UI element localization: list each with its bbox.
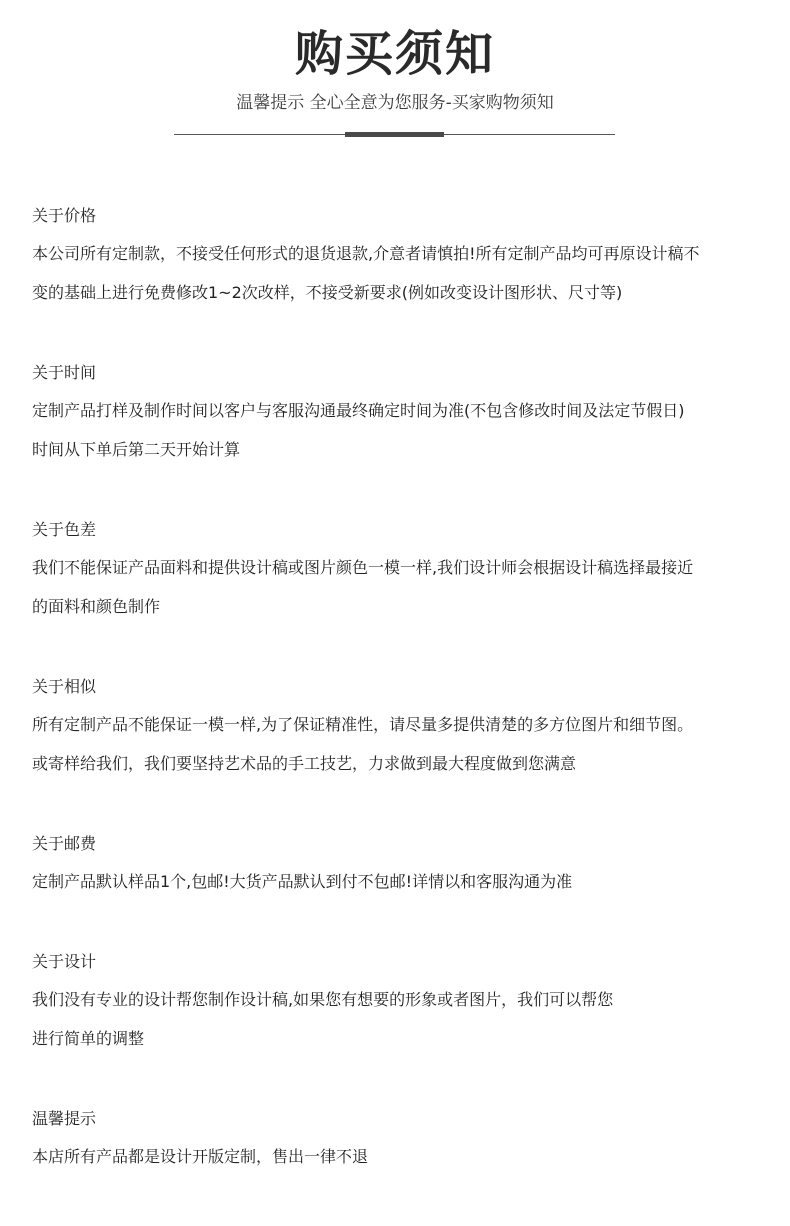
section-color-difference xyxy=(32,512,777,626)
section-text-line: 的面料和颜色制作 xyxy=(32,597,161,616)
section-design xyxy=(32,944,777,1058)
section-text-line: 进行简单的调整 xyxy=(32,1029,145,1048)
notice-content xyxy=(32,198,777,1176)
section-text-line: 或寄样给我们，我们要坚持艺术品的手工技艺，力求做到最大程度做到您满意 xyxy=(32,754,577,773)
section-text-line: 定制产品默认样品1个,包邮!大货产品默认到付不包邮!详情以和客服沟通为准 xyxy=(32,872,573,891)
section-text-line: 定制产品打样及制作时间以客户与客服沟通最终确定时间为准(不包含修改时间及法定节假日) xyxy=(32,401,685,420)
section-heading: 关于色差 xyxy=(32,520,97,539)
section-heading: 关于邮费 xyxy=(32,834,97,853)
section-shipping xyxy=(32,826,777,901)
section-text-line: 我们不能保证产品面料和提供设计稿或图片颜色一模一样,我们设计师会根据设计稿选择最接近 xyxy=(32,558,694,577)
section-text-line: 变的基础上进行免费修改1~2次改样，不接受新要求(例如改变设计图形状、尺寸等) xyxy=(32,283,623,302)
section-text-line: 本店所有产品都是设计开版定制，售出一律不退 xyxy=(32,1147,369,1166)
section-heading: 关于设计 xyxy=(32,952,97,971)
header-divider-accent xyxy=(345,132,444,137)
section-text-line: 本公司所有定制款，不接受任何形式的退货退款,介意者请慎拍!所有定制产品均可再原设计稿不 xyxy=(32,244,700,263)
section-similarity xyxy=(32,669,777,783)
section-heading: 关于价格 xyxy=(32,206,97,225)
section-heading: 温馨提示 xyxy=(32,1109,97,1128)
section-heading: 关于时间 xyxy=(32,363,97,382)
section-text-line: 我们没有专业的设计帮您制作设计稿,如果您有想要的形象或者图片，我们可以帮您 xyxy=(32,990,614,1009)
section-text-line: 所有定制产品不能保证一模一样,为了保证精准性，请尽量多提供清楚的多方位图片和细节图。 xyxy=(32,715,694,734)
section-text-line: 时间从下单后第二天开始计算 xyxy=(32,440,241,459)
section-reminder xyxy=(32,1101,777,1176)
page-title: 购买须知 xyxy=(294,26,495,82)
section-price xyxy=(32,198,777,312)
page-subtitle: 温馨提示 全心全意为您服务-买家购物须知 xyxy=(236,93,554,113)
section-heading: 关于相似 xyxy=(32,677,97,696)
section-time xyxy=(32,355,777,469)
page-header xyxy=(0,0,790,150)
